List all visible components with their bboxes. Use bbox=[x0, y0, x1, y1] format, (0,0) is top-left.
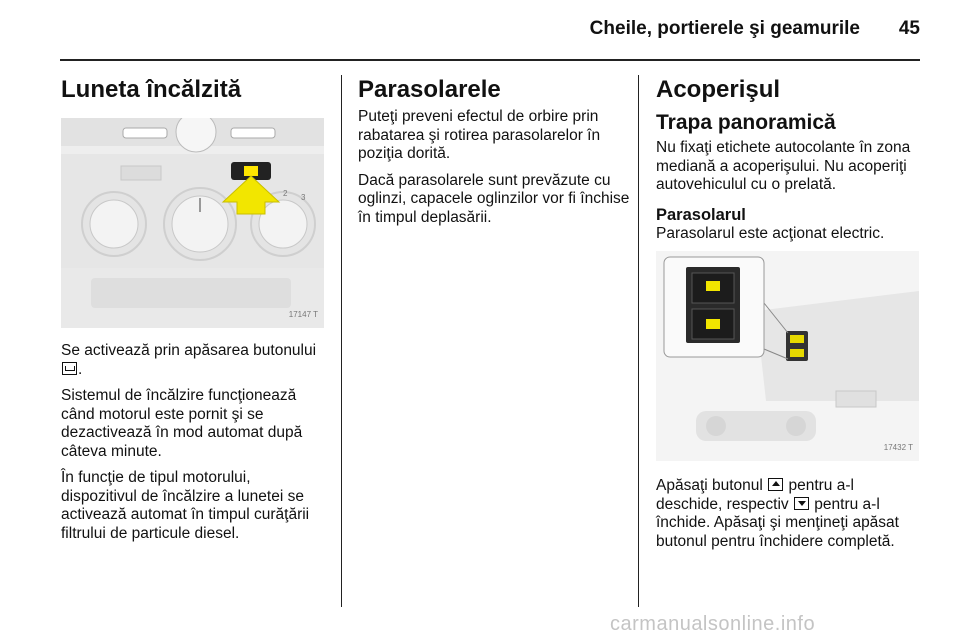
climate-panel-illustration bbox=[61, 118, 324, 328]
subheading-panoramic-roof: Trapa panoramică bbox=[656, 111, 836, 134]
paragraph-mirrors: Dacă parasolarele sunt prevăzute cu oglinzi, capacele oglinzilor vor fi închise în timpul deplasării. bbox=[358, 171, 630, 226]
section-heading-sun-visors: Parasolarele bbox=[358, 76, 501, 103]
column-divider-1 bbox=[341, 75, 342, 607]
paragraph-stickers: Nu fixaţi etichete autocolante în zona mediană a acoperişului. Nu acoperiţi autovehiculul cu o prelată. bbox=[656, 139, 911, 193]
section-heading-rear-window: Luneta încălzită bbox=[61, 76, 242, 103]
left-column bbox=[61, 76, 329, 551]
watermark: carmanualsonline.info bbox=[610, 613, 816, 635]
paragraph-diesel: În funcţie de tipul motorului, dispozitivul de încălzire a lunetei se activează automat în timpul curăţării filtrului de particule diesel. bbox=[61, 469, 310, 542]
rear-window-heating-icon bbox=[62, 362, 77, 375]
svg-text:2: 2 bbox=[283, 189, 288, 198]
subheading-sunshade: Parasolarul bbox=[656, 205, 746, 224]
figure-code: 17147 T bbox=[288, 309, 318, 319]
paragraph-electric: Parasolarul este acţionat electric. bbox=[656, 224, 885, 242]
paragraph-activation: Se activează prin apăsarea butonului . bbox=[61, 342, 317, 378]
sunshade-switch-figure bbox=[656, 251, 919, 461]
running-header-title: Cheile, portierele şi geamurile bbox=[589, 18, 860, 39]
paragraph-operation: Sistemul de încălzire funcţionează când motorul este pornit şi se dezactivează în mod automat după câteva minute. bbox=[61, 387, 303, 460]
column-divider-2 bbox=[638, 75, 639, 607]
right-column bbox=[656, 76, 924, 559]
paragraph-buttons: Apăsaţi butonul pentru a-l deschide, respectiv pentru a-l închide. Apăsaţi şi menţineţi apăsat butonul pentru închidere completă. bbox=[656, 477, 899, 550]
svg-text:3: 3 bbox=[301, 193, 306, 202]
climate-panel-figure bbox=[61, 118, 324, 328]
middle-column bbox=[358, 76, 630, 235]
header-rule bbox=[60, 59, 920, 61]
figure-code: 17432 T bbox=[883, 442, 913, 452]
paragraph-glare: Puteţi preveni efectul de orbire prin rabatarea şi rotirea parasolarelor în poziţia dorită. bbox=[358, 108, 601, 162]
sunshade-switch-illustration bbox=[656, 251, 919, 461]
section-heading-roof: Acoperişul bbox=[656, 76, 781, 103]
sunshade-close-icon bbox=[794, 497, 809, 510]
page-number: 45 bbox=[898, 18, 920, 39]
sunshade-open-icon bbox=[768, 478, 783, 491]
